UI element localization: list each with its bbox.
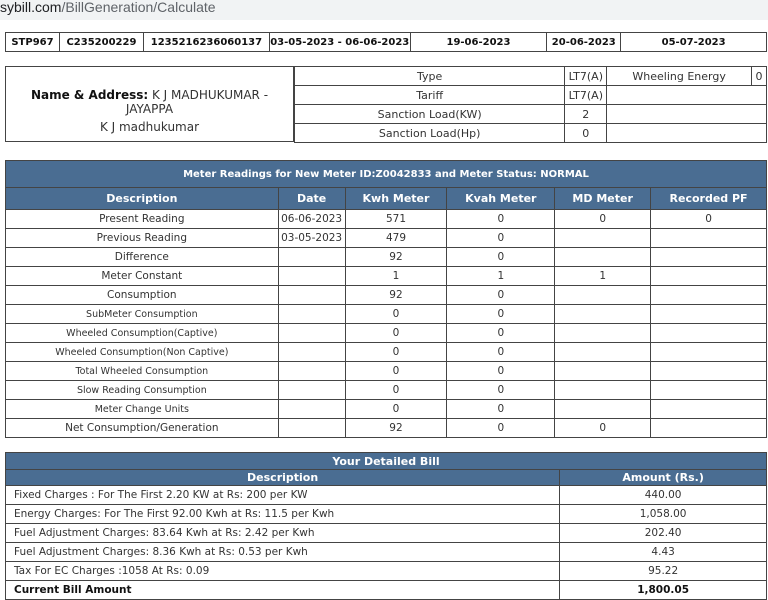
meter-title-row <box>6 161 767 188</box>
row-md <box>555 229 651 248</box>
row-pf <box>651 362 767 381</box>
detailed-bill-table <box>5 452 767 600</box>
col-md-meter: MD Meter <box>555 188 651 210</box>
table-row <box>6 324 767 343</box>
tariff-row <box>295 86 767 105</box>
row-pf <box>651 229 767 248</box>
row-kvah: 0 <box>447 210 555 229</box>
row-date <box>278 324 345 343</box>
charge-amount: 1,058.00 <box>560 505 767 524</box>
row-description: Consumption <box>6 286 279 305</box>
col-description: Description <box>6 188 279 210</box>
customer-address: K J madhukumar <box>99 120 200 134</box>
wheeling-energy-value: 0 <box>751 67 766 86</box>
charge-description: Fuel Adjustment Charges: 8.36 Kwh at Rs: 0.53 per Kwh <box>6 543 560 562</box>
meter-readings-table <box>5 160 767 438</box>
row-date <box>278 362 345 381</box>
row-date <box>278 343 345 362</box>
row-md <box>555 343 651 362</box>
table-row <box>6 419 767 438</box>
charge-description: Tax For EC Charges :1058 At Rs: 0.09 <box>6 562 560 581</box>
row-date: 03-05-2023 <box>278 229 345 248</box>
row-kvah: 0 <box>447 286 555 305</box>
tariff-info-table <box>294 66 767 143</box>
row-kwh: 92 <box>345 286 447 305</box>
row-pf <box>651 286 767 305</box>
row-description: Net Consumption/Generation <box>6 419 279 438</box>
bill-header-row <box>5 32 767 52</box>
row-description: Total Wheeled Consumption <box>6 362 279 381</box>
empty-cell <box>607 105 767 124</box>
row-kwh: 0 <box>345 381 447 400</box>
address-bar[interactable] <box>0 0 768 20</box>
charge-description: Energy Charges: For The First 92.00 Kwh at Rs: 11.5 per Kwh <box>6 505 560 524</box>
row-kvah: 0 <box>447 248 555 267</box>
table-row <box>6 343 767 362</box>
row-pf <box>651 343 767 362</box>
row-kwh: 571 <box>345 210 447 229</box>
empty-cell <box>607 124 767 143</box>
col-bill-description: Description <box>6 470 560 486</box>
charge-amount: 95.22 <box>560 562 767 581</box>
col-kwh-meter: Kwh Meter <box>345 188 447 210</box>
row-kvah: 0 <box>447 362 555 381</box>
row-description: Difference <box>6 248 279 267</box>
row-md: 1 <box>555 267 651 286</box>
row-kwh: 0 <box>345 324 447 343</box>
name-address-block <box>5 66 294 142</box>
meter-title: Meter Readings for New Meter ID:Z0042833 and Meter Status: NORMAL <box>6 161 767 188</box>
sanction-load-hp-label: Sanction Load(Hp) <box>295 124 565 143</box>
row-description: Slow Reading Consumption <box>6 381 279 400</box>
col-kvah-meter: Kvah Meter <box>447 188 555 210</box>
customer-name: K J MADHUKUMAR - JAYAPPA <box>125 88 269 116</box>
bill-title-row <box>6 453 767 470</box>
row-description: Meter Change Units <box>6 400 279 419</box>
row-kwh: 0 <box>345 343 447 362</box>
charge-description: Fuel Adjustment Charges: 83.64 Kwh at Rs: 2.42 per Kwh <box>6 524 560 543</box>
table-row <box>6 381 767 400</box>
row-date <box>278 381 345 400</box>
tariff-label: Tariff <box>295 86 565 105</box>
address-path: /BillGeneration/Calculate <box>61 0 216 15</box>
tariff-row <box>295 124 767 143</box>
row-md <box>555 362 651 381</box>
empty-cell <box>607 86 767 105</box>
meter-header-row <box>6 188 767 210</box>
row-kvah: 0 <box>447 305 555 324</box>
row-kwh: 479 <box>345 229 447 248</box>
type-label: Type <box>295 67 565 86</box>
table-row <box>6 486 767 505</box>
row-kvah: 0 <box>447 229 555 248</box>
sanction-load-hp-value: 0 <box>565 124 607 143</box>
address-host: sybill.com <box>0 0 62 15</box>
meter-serial: 1235216236060137 <box>143 33 269 52</box>
row-date <box>278 248 345 267</box>
row-description: Previous Reading <box>6 229 279 248</box>
billing-period: 03-05-2023 - 06-06-2023 <box>269 33 410 52</box>
row-kvah: 0 <box>447 381 555 400</box>
table-row <box>6 286 767 305</box>
row-md <box>555 286 651 305</box>
row-kvah: 0 <box>447 419 555 438</box>
row-description: SubMeter Consumption <box>6 305 279 324</box>
row-kwh: 92 <box>345 419 447 438</box>
table-row <box>6 248 767 267</box>
row-kvah: 0 <box>447 324 555 343</box>
row-date <box>278 419 345 438</box>
row-description: Wheeled Consumption(Captive) <box>6 324 279 343</box>
sanction-load-kw-label: Sanction Load(KW) <box>295 105 565 124</box>
row-kvah: 1 <box>447 267 555 286</box>
row-md <box>555 248 651 267</box>
header-values-row <box>6 33 767 52</box>
rr-number: STP967 <box>6 33 60 52</box>
table-row <box>6 400 767 419</box>
row-kvah: 0 <box>447 400 555 419</box>
current-bill-label: Current Bill Amount <box>6 581 560 600</box>
account-id: C235200229 <box>59 33 143 52</box>
row-kwh: 0 <box>345 362 447 381</box>
table-row <box>6 562 767 581</box>
col-recorded-pf: Recorded PF <box>651 188 767 210</box>
table-row <box>6 543 767 562</box>
row-kvah: 0 <box>447 343 555 362</box>
charge-amount: 440.00 <box>560 486 767 505</box>
table-row <box>6 362 767 381</box>
row-description: Meter Constant <box>6 267 279 286</box>
bill-title: Your Detailed Bill <box>6 453 767 470</box>
tariff-value: LT7(A) <box>565 86 607 105</box>
row-md: 0 <box>555 419 651 438</box>
row-pf <box>651 324 767 343</box>
row-md <box>555 381 651 400</box>
row-pf <box>651 267 767 286</box>
col-date: Date <box>278 188 345 210</box>
row-pf: 0 <box>651 210 767 229</box>
row-pf <box>651 248 767 267</box>
row-md <box>555 324 651 343</box>
name-address-label: Name & Address: <box>30 88 149 102</box>
row-kwh: 0 <box>345 305 447 324</box>
row-pf <box>651 419 767 438</box>
type-value: LT7(A) <box>565 67 607 86</box>
table-row <box>6 267 767 286</box>
row-description: Present Reading <box>6 210 279 229</box>
col-bill-amount: Amount (Rs.) <box>560 470 767 486</box>
due-date: 05-07-2023 <box>621 33 767 52</box>
table-row <box>6 524 767 543</box>
row-kwh: 1 <box>345 267 447 286</box>
row-pf <box>651 305 767 324</box>
row-date <box>278 400 345 419</box>
tariff-row <box>295 105 767 124</box>
table-row <box>6 305 767 324</box>
table-row <box>6 229 767 248</box>
row-date <box>278 286 345 305</box>
charge-amount: 202.40 <box>560 524 767 543</box>
row-description: Wheeled Consumption(Non Captive) <box>6 343 279 362</box>
table-row <box>6 210 767 229</box>
current-bill-total-row <box>6 581 767 600</box>
issue-date: 20-06-2023 <box>547 33 621 52</box>
row-pf <box>651 400 767 419</box>
row-date <box>278 267 345 286</box>
wheeling-energy-label: Wheeling Energy <box>607 67 752 86</box>
current-bill-amount: 1,800.05 <box>560 581 767 600</box>
bill-header-row <box>6 470 767 486</box>
row-kwh: 92 <box>345 248 447 267</box>
bill-date: 19-06-2023 <box>410 33 547 52</box>
row-kwh: 0 <box>345 400 447 419</box>
row-pf <box>651 381 767 400</box>
row-md <box>555 305 651 324</box>
row-date <box>278 305 345 324</box>
row-date: 06-06-2023 <box>278 210 345 229</box>
row-md <box>555 400 651 419</box>
sanction-load-kw-value: 2 <box>565 105 607 124</box>
charge-description: Fixed Charges : For The First 2.20 KW at Rs: 200 per KW <box>6 486 560 505</box>
charge-amount: 4.43 <box>560 543 767 562</box>
row-md: 0 <box>555 210 651 229</box>
tariff-row <box>295 67 767 86</box>
table-row <box>6 505 767 524</box>
